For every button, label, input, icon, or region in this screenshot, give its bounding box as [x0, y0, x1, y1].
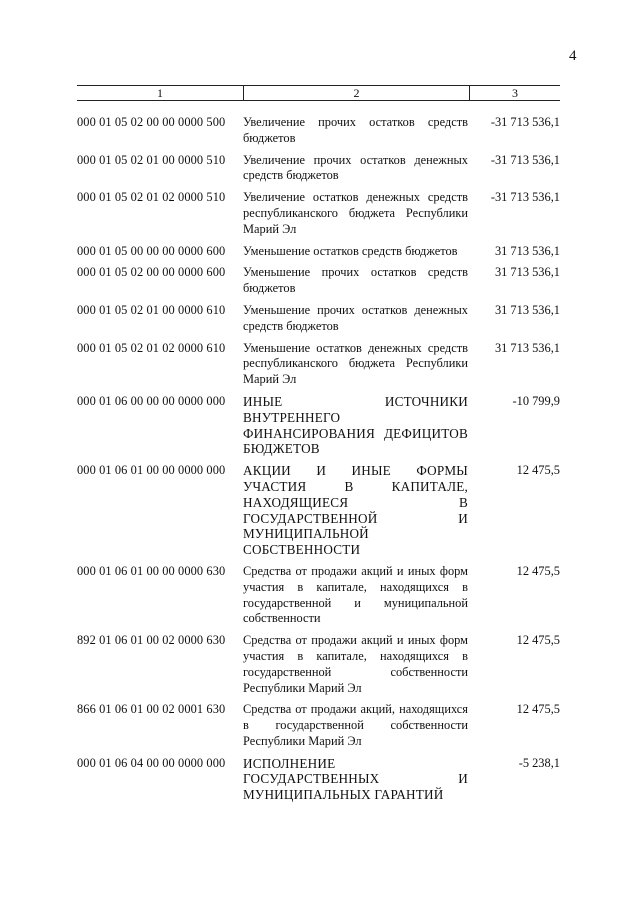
table-row: [77, 341, 560, 388]
source-name: Уменьшение остатков средств бюджетов: [243, 243, 458, 258]
amount-value: 31 713 536,1: [494, 243, 560, 258]
amount-value: 31 713 536,1: [494, 302, 560, 317]
sources-table: [77, 85, 560, 809]
table-row: [77, 463, 560, 558]
amount-value: -5 238,1: [518, 755, 560, 770]
budget-code: 000 01 05 02 00 00 0000 600: [77, 265, 226, 280]
source-name: Увеличение прочих остатков средств бюджетов: [243, 115, 468, 145]
budget-code: 000 01 06 01 00 00 0000 000: [77, 463, 226, 478]
budget-code: 000 01 05 02 00 00 0000 500: [77, 115, 226, 129]
amount-value: 12 475,5: [516, 463, 560, 478]
budget-code: 000 01 06 01 00 00 0000 630: [77, 563, 226, 578]
amount-value: 12 475,5: [516, 563, 560, 578]
table-body: [77, 115, 560, 803]
table-row: [77, 633, 560, 696]
budget-code: 000 01 05 02 01 00 0000 510: [77, 152, 226, 167]
column-header-2: 2: [244, 86, 470, 100]
source-name: Средства от продажи акций, находящихся в государственной собственности Республики Марий Эл: [243, 702, 468, 748]
source-name: Средства от продажи акций и иных форм участия в капитале, находящихся в государственной и муниципальной собственности: [243, 563, 468, 626]
source-name: Уменьшение прочих остатков средств бюджетов: [243, 265, 468, 296]
table-row: [77, 394, 560, 457]
budget-code: 000 01 05 02 01 00 0000 610: [77, 302, 226, 317]
table-header: [77, 85, 560, 101]
budget-code: 866 01 06 01 00 02 0001 630: [77, 702, 226, 717]
amount-value: 12 475,5: [516, 633, 560, 648]
source-name: Уменьшение остатков денежных средств республиканского бюджета Республики Марий Эл: [243, 340, 468, 387]
budget-code: 000 01 05 00 00 00 0000 600: [77, 243, 226, 258]
amount-value: -31 713 536,1: [490, 152, 560, 167]
source-name: Уменьшение прочих остатков денежных средств бюджетов: [243, 302, 468, 333]
budget-code: 000 01 06 04 00 00 0000 000: [77, 755, 226, 770]
page-number: 4: [569, 48, 577, 64]
table-row: [77, 303, 560, 335]
budget-code: 000 01 06 00 00 00 0000 000: [77, 393, 226, 408]
column-header-1: 1: [77, 86, 244, 100]
budget-code: 892 01 06 01 00 02 0000 630: [77, 633, 226, 648]
amount-value: 31 713 536,1: [494, 340, 560, 355]
table-row: [77, 564, 560, 627]
source-name: Увеличение прочих остатков денежных средств бюджетов: [243, 152, 468, 183]
source-name: АКЦИИ И ИНЫЕ ФОРМЫ УЧАСТИЯ В КАПИТАЛЕ, НАХОДЯЩИЕСЯ В ГОСУДАРСТВЕННОЙ И МУНИЦИПАЛЬНОЙ СОБСТВЕННОСТИ: [243, 463, 468, 558]
table-row: [77, 153, 560, 185]
source-name: Увеличение остатков денежных средств республиканского бюджета Республики Марий Эл: [243, 190, 468, 236]
table-row: [77, 115, 560, 147]
amount-value: -10 799,9: [512, 393, 560, 408]
source-name: Средства от продажи акций и иных форм участия в капитале, находящихся в государственной собственности Республики Марий Эл: [243, 633, 468, 695]
budget-code: 000 01 05 02 01 02 0000 610: [77, 340, 226, 355]
amount-value: -31 713 536,1: [490, 115, 560, 129]
budget-code: 000 01 05 02 01 02 0000 510: [77, 190, 226, 205]
column-header-3: 3: [512, 86, 518, 100]
amount-value: 31 713 536,1: [494, 265, 560, 280]
table-row: [77, 702, 560, 749]
amount-value: 12 475,5: [516, 702, 560, 717]
table-row: [77, 190, 560, 237]
source-name: ИНЫЕ ИСТОЧНИКИ ВНУТРЕННЕГО ФИНАНСИРОВАНИЯ ДЕФИЦИТОВ БЮДЖЕТОВ: [243, 393, 468, 457]
table-row: [77, 265, 560, 297]
table-row: [77, 244, 560, 260]
amount-value: -31 713 536,1: [490, 190, 560, 205]
source-name: ИСПОЛНЕНИЕ ГОСУДАРСТВЕННЫХ И МУНИЦИПАЛЬНЫХ ГАРАНТИЙ: [243, 755, 468, 803]
table-row: [77, 756, 560, 803]
